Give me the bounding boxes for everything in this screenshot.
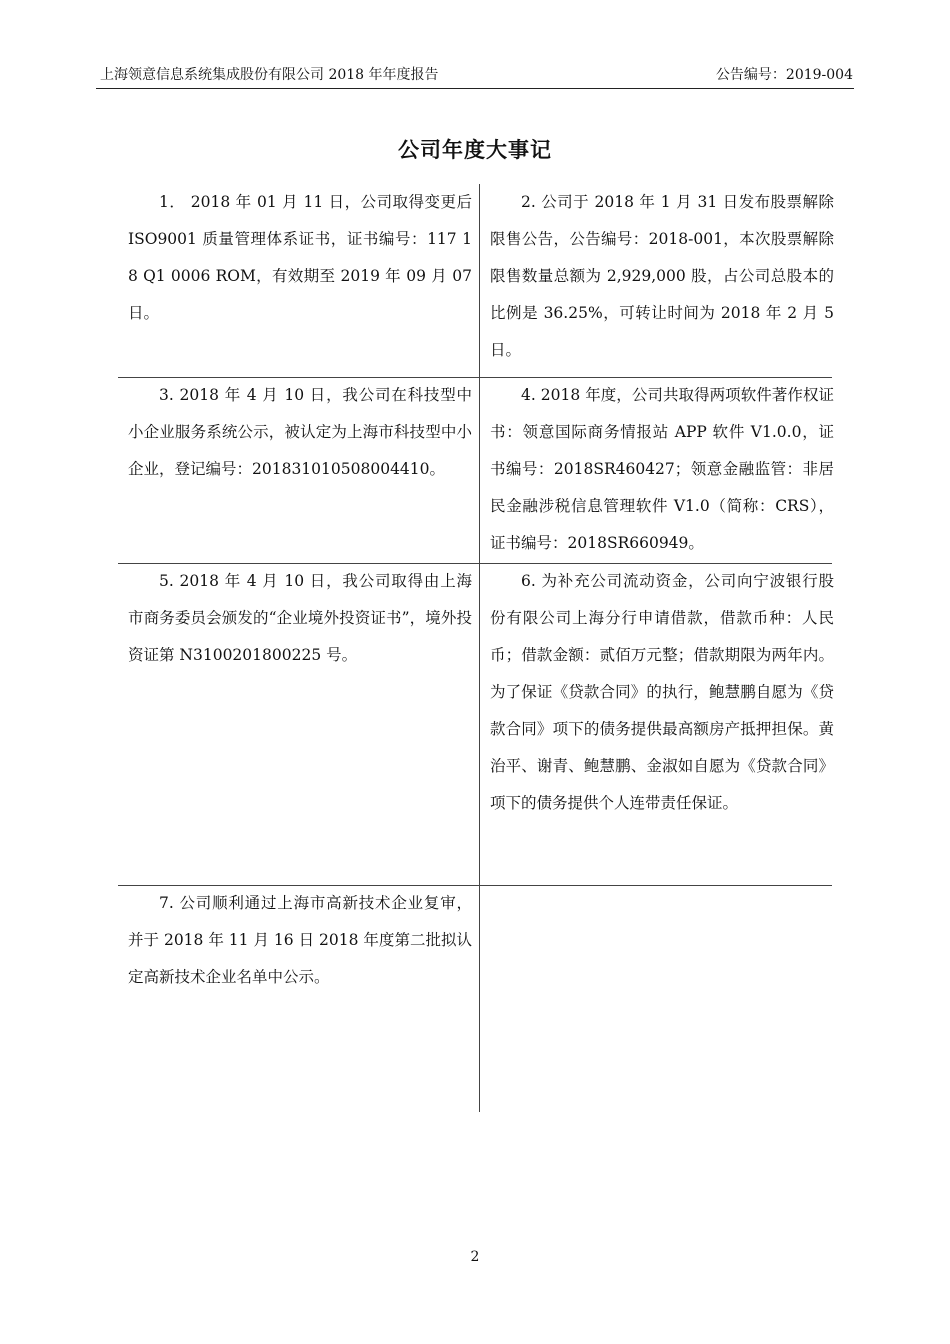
grid-vertical-divider: [479, 184, 480, 1112]
report-header-title: 上海领意信息系统集成股份有限公司 2018 年年度报告: [100, 67, 439, 83]
events-grid: [118, 184, 832, 1112]
event-item-3: 3. 2018 年 4 月 10 日，我公司在科技型中小企业服务系统公示，被认定为上海市科技型中小企业，登记编号：201831010508004410。: [128, 386, 472, 478]
event-item-6: 6. 为补充公司流动资金，公司向宁波银行股份有限公司上海分行申请借款，借款币种：人民币；借款金额：贰佰万元整；借款期限为两年内。为了保证《贷款合同》的执行，鲍慧鹏自愿为《贷款合同》项下的债务提供最高额房产抵押担保。黄治平、谢青、鲍慧鹏、金淑如自愿为《贷款合同》项下的债务提供个人连带责任保证。: [490, 572, 834, 812]
page-number: 2: [470, 1249, 480, 1265]
header-divider: [96, 88, 854, 89]
event-item-2: 2. 公司于 2018 年 1 月 31 日发布股票解除限售公告，公告编号：2018-001，本次股票解除限售数量总额为 2,929,000 股，占公司总股本的比例是 36.25%，可转让时间为 2018 年 2 月 5 日。: [490, 193, 834, 359]
event-item-7: 7. 公司顺利通过上海市高新技术企业复审，并于 2018 年 11 月 16 日 2018 年度第二批拟认定高新技术企业名单中公示。: [128, 894, 472, 986]
event-item-4: 4. 2018 年度，公司共取得两项软件著作权证书：领意国际商务情报站 APP 软件 V1.0.0，证书编号：2018SR460427；领意金融监管：非居民金融涉税信息管理软件 V1.0（简称：CRS），证书编号：2018SR660949。: [490, 386, 834, 552]
announcement-number: 公告编号：2019-004: [715, 67, 853, 83]
page-title: 公司年度大事记: [398, 138, 552, 162]
event-item-1: 1． 2018 年 01 月 11 日，公司取得变更后 ISO9001 质量管理体系证书，证书编号：117 18 Q1 0006 ROM，有效期至 2019 年 09 月 07 日。: [128, 193, 472, 322]
event-item-5: 5. 2018 年 4 月 10 日，我公司取得由上海市商务委员会颁发的“企业境外投资证书”，境外投资证第 N3100201800225 号。: [128, 572, 472, 664]
